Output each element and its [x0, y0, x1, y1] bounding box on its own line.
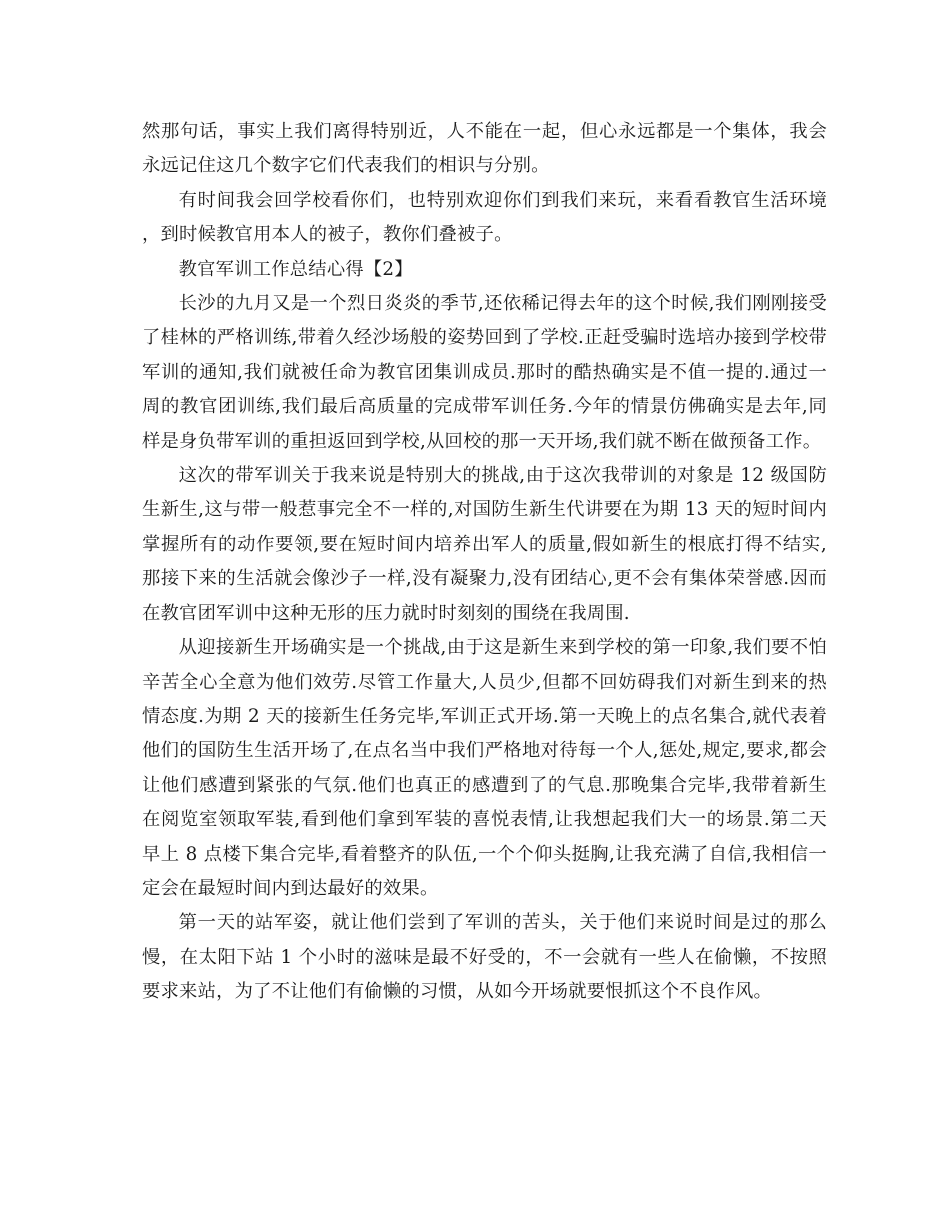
document-body: [142, 115, 827, 1010]
section-heading: 教官军训工作总结心得【2】: [178, 258, 413, 280]
paragraph-visit-invitation: 有时间我会回学校看你们，也特别欢迎你们到我们来玩，来看看教官生活环境，到时候教官用本人的被子，教你们叠被子。: [142, 189, 827, 246]
paragraph-continuation: 然那句话，事实上我们离得特别近，人不能在一起，但心永远都是一个集体，我会永远记住这几个数字它们代表我们的相识与分别。: [142, 121, 827, 177]
paragraph-first-day-stance: 第一天的站军姿，就让他们尝到了军训的苦头，关于他们来说时间是过的那么慢，在太阳下站 1 个小时的滋味是最不好受的，不一会就有一些人在偷懒，不按照要求来站，为了不让他们有偷懒的习惯，从如今开场就要恨抓这个不良作风。: [142, 912, 827, 1003]
paragraph-challenge: 这次的带军训关于我来说是特别大的挑战,由于这次我带训的对象是 12 级国防生新生,这与带一般惹事完全不一样的,对国防生新生代讲要在为期 13 天的短时间内掌握所有的动作要领,要在短时间内培养出军人的质量,假如新生的根底打得不结实,那接下来的生活就会像沙子一样,没有凝聚力,没有团结心,更不会有集体荣誉感.因而在教官团军训中这种无形的压力就时时刻刻的围绕在我周围.: [142, 465, 827, 624]
paragraph-welcome-new-students: 从迎接新生开场确实是一个挑战,由于这是新生来到学校的第一印象,我们要不怕辛苦全心全意为他们效劳.尽管工作量大,人员少,但都不回妨碍我们对新生到来的热情态度.为期 2 天的接新生任务完毕,军训正式开场.第一天晚上的点名集合,就代表着他们的国防生生活开场了,在点名当中我们严格地对待每一个人,惩处,规定,要求,都会让他们感遭到紧张的气氛.他们也真正的感遭到了的气息.那晚集合完毕,我带着新生在阅览室领取军装,看到他们拿到军装的喜悦表情,让我想起我们大一的场景.第二天早上 8 点楼下集合完毕,看着整齐的队伍,一个个仰头挺胸,让我充满了自信,我相信一定会在最短时间内到达最好的效果。: [142, 637, 827, 899]
paragraph-changsha-september: 长沙的九月又是一个烈日炎炎的季节,还依稀记得去年的这个时候,我们刚刚接受了桂林的严格训练,带着久经沙场般的姿势回到了学校.正赶受骗时选培办接到学校带军训的通知,我们就被任命为教官团集训成员.那时的酷热确实是不值一提的.通过一周的教官团训练,我们最后高质量的完成带军训任务.今年的情景仿佛确实是去年,同样是身负带军训的重担返回到学校,从回校的那一天开场,我们就不断在做预备工作。: [142, 293, 827, 452]
